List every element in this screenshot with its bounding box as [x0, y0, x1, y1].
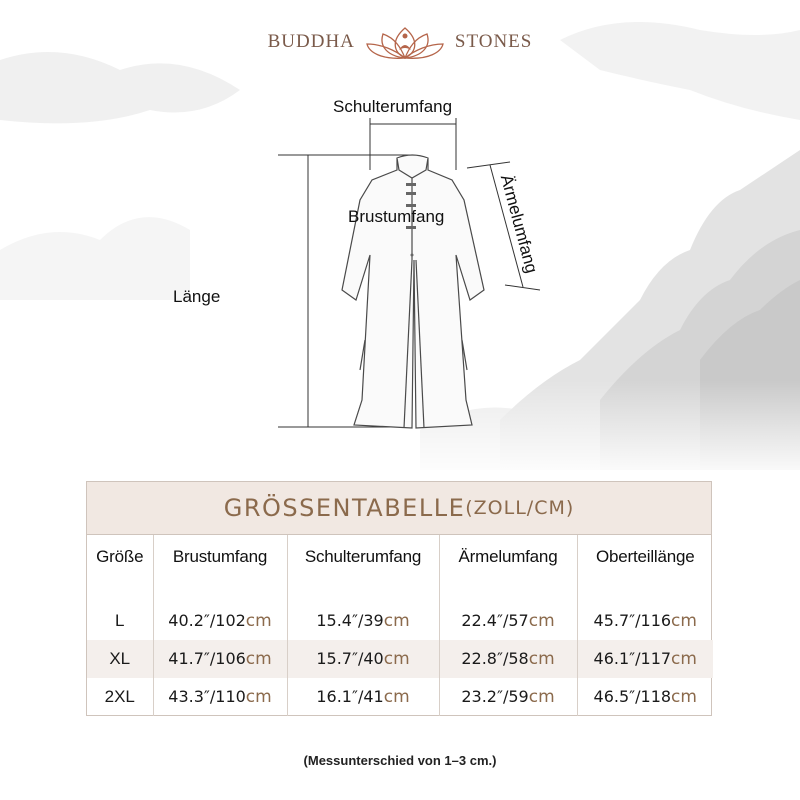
header-sleeve: Ärmelumfang: [439, 535, 577, 587]
table-row: [87, 678, 713, 716]
size-cell: 2XL: [87, 678, 153, 716]
value-cell: 23.2″/59cm: [439, 678, 577, 716]
brand-name-right: STONES: [454, 31, 533, 52]
header-shoulder: Schulterumfang: [287, 535, 439, 587]
size-chart-title-unit: (ZOLL/CM): [465, 497, 575, 519]
value-cell: 45.7″/116cm: [593, 611, 697, 631]
value-cell: 15.4″/39cm: [287, 602, 439, 640]
size-chart-title-text: GRÖSSENTABELLE: [223, 494, 466, 522]
value-cell: 43.3″/110cm: [153, 678, 287, 716]
value-cell: 46.1″/117cm: [577, 640, 713, 678]
size-chart: [86, 481, 712, 716]
shoulder-label: Schulterumfang: [333, 97, 453, 116]
size-cell: XL: [87, 640, 153, 678]
value-cell: 41.7″/106cm: [153, 640, 287, 678]
brand-name-left: BUDDHA: [267, 31, 355, 52]
header-chest: Brustumfang: [153, 535, 287, 587]
size-cell: L: [87, 602, 153, 640]
measurement-note: (Messunterschied von 1–3 cm.): [303, 753, 497, 768]
table-row: [87, 602, 713, 640]
value-cell: 22.4″/57cm: [439, 602, 577, 640]
table-header-row: [87, 535, 713, 587]
table-row: [87, 640, 713, 678]
value-cell: 46.5″/118cm: [593, 687, 697, 707]
table-spacer: [87, 587, 713, 602]
value-cell: 16.1″/41cm: [287, 678, 439, 716]
length-label: Länge: [173, 287, 221, 306]
chest-label: Brustumfang: [348, 207, 445, 226]
value-cell: 22.8″/58cm: [439, 640, 577, 678]
header-length: Oberteillänge: [595, 547, 695, 566]
value-cell: 40.2″/102cm: [153, 602, 287, 640]
size-table: [87, 535, 713, 716]
size-chart-title: [87, 482, 711, 535]
header-size: Größe: [87, 535, 153, 587]
value-cell: 15.7″/40cm: [287, 640, 439, 678]
sleeve-label: Ärmelumfang: [496, 172, 542, 276]
